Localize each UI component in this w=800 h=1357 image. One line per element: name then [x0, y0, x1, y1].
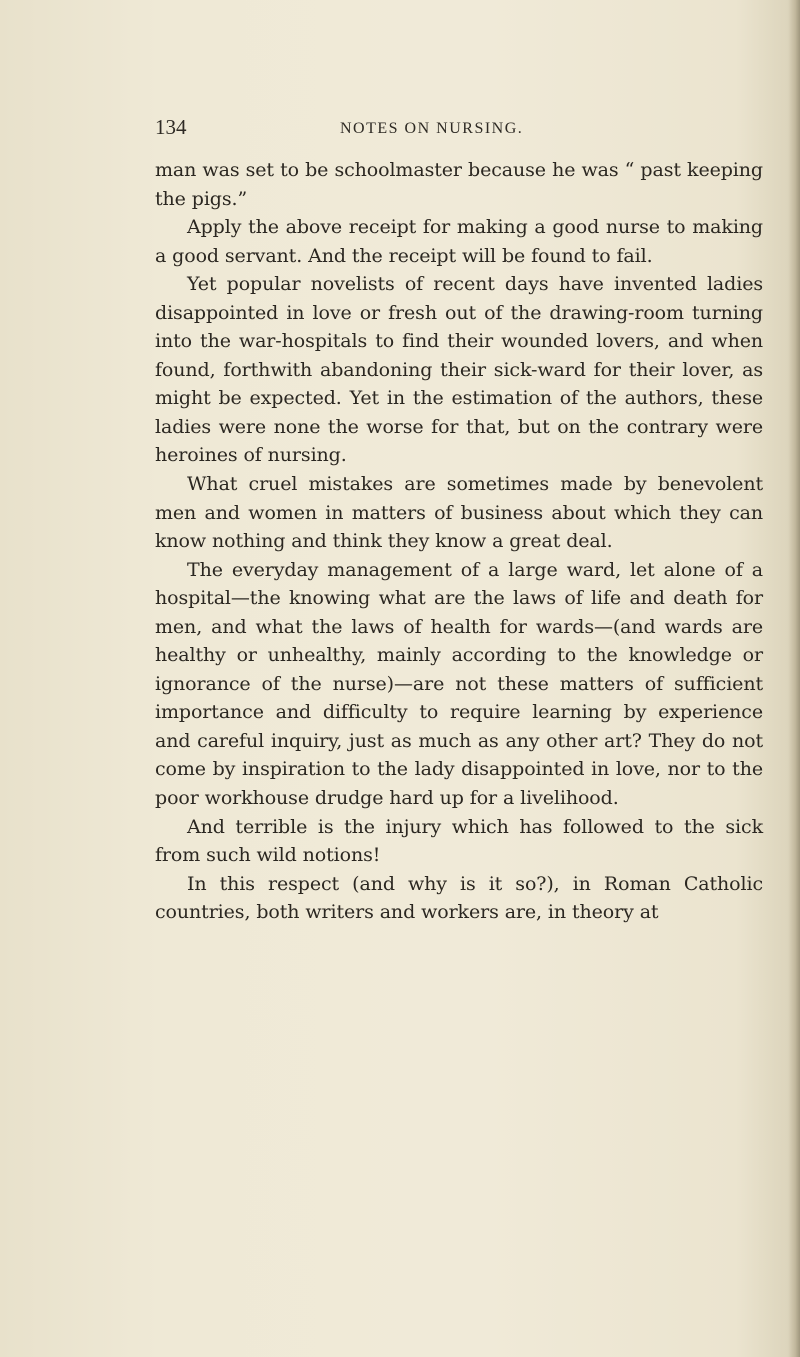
- page-header: [0, 112, 800, 142]
- paragraph: Yet popular novelists of recent days have invented ladies disappointed in love or fresh out of the drawing-room turning into the war-hospitals to find their wounded lovers, and when found, forthwith abandoning their sick-ward for their lover, as might be expected. Yet in the estimation of the authors, these ladies were none the worse for that, but on the contrary were heroines of nursing.: [155, 273, 763, 467]
- paragraph: Apply the above receipt for making a good nurse to making a good servant. And the receipt will be found to fail.: [155, 216, 763, 267]
- body-text: [155, 156, 763, 927]
- paragraph: In this respect (and why is it so?), in Roman Catholic countries, both writers and workers are, in theory at: [155, 872, 763, 924]
- page-edge-shadow: [788, 0, 800, 1357]
- paragraph: What cruel mistakes are sometimes made by benevolent men and women in matters of business about which they can know nothing and think they know a great deal.: [155, 473, 763, 553]
- page-number: 134: [155, 115, 187, 139]
- running-head: NOTES ON NURSING.: [340, 120, 524, 137]
- paragraph: man was set to be schoolmaster because he was “ past keeping the pigs.”: [155, 159, 763, 210]
- paragraph: And terrible is the injury which has followed to the sick from such wild notions!: [155, 815, 763, 867]
- paragraph: The everyday management of a large ward, let alone of a hospital—the knowing what are the laws of life and death for men, and what the laws of health for wards—(and wards are healthy or unhealthy, mainly according to the knowledge or ignorance of the nurse)—are not these matters of sufficient importance and difficulty to require learning by experience and careful inquiry, just as much as any other art? They do not come by inspiration to the lady disappointed in love, nor to the poor workhouse drudge hard up for a livelihood.: [155, 558, 763, 810]
